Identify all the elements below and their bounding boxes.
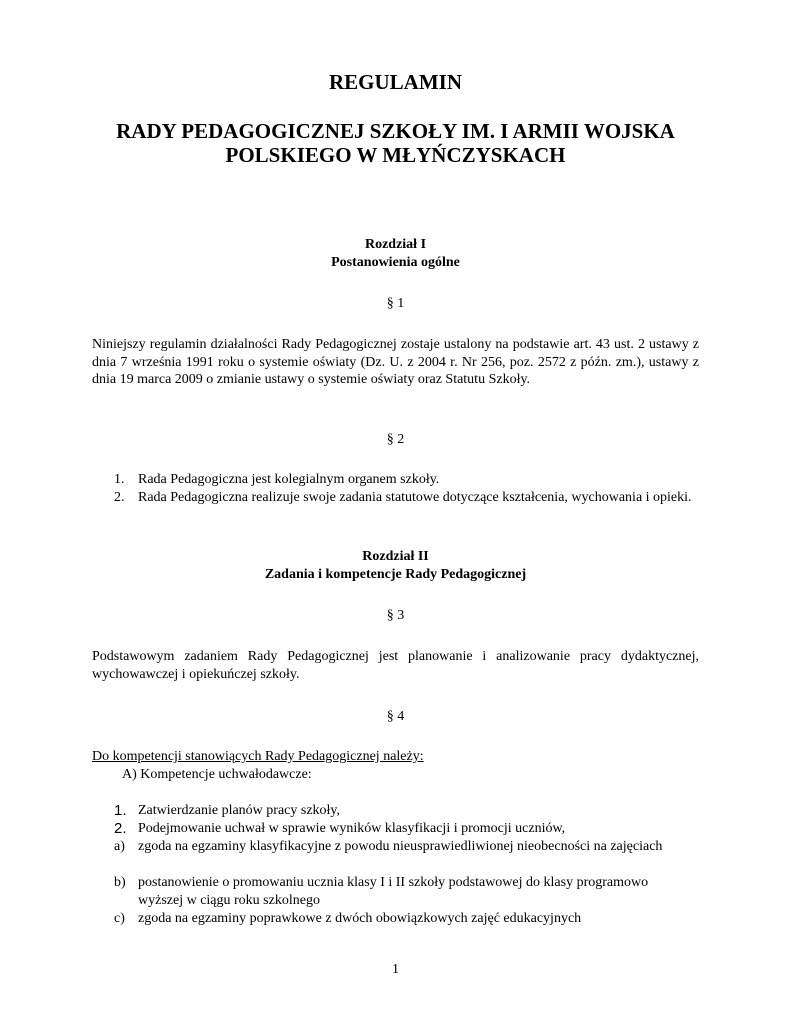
- document-title: REGULAMIN: [328, 70, 462, 94]
- section-3-paragraph: Podstawowym zadaniem Rady Pedagogicznej jest planowanie i analizowanie pracy dydaktycznej, wychowawczej i opiekuńczej szkoły.: [92, 649, 699, 682]
- list-item: [92, 820, 699, 838]
- page-number: 1: [392, 962, 399, 977]
- list-item-text: zgoda na egzaminy klasyfikacyjne z powodu nieusprawiedliwionej nieobecności na zajęciach: [138, 839, 663, 854]
- list-item: [92, 910, 699, 928]
- list-item: [92, 874, 699, 910]
- list-item-text-content: Rada Pedagogiczna realizuje swoje zadania statutowe dotyczące kształcenia, wychowania i opieki.: [138, 490, 692, 505]
- list-item-text: [138, 489, 699, 507]
- list-item-number: b): [114, 875, 126, 890]
- list-item: [92, 489, 699, 525]
- list-item-text: zgoda na egzaminy poprawkowe z dwóch obowiązkowych zajęć edukacyjnych: [138, 911, 582, 926]
- chapter-2-name: Zadania i kompetencje Rady Pedagogicznej: [264, 567, 527, 582]
- document-subtitle-line2: POLSKIEGO W MŁYŃCZYSKACH: [225, 143, 566, 167]
- chapter-2-label: Rozdział II: [362, 549, 429, 564]
- list-item-number: 2.: [114, 490, 125, 505]
- list-item-number: c): [114, 911, 125, 926]
- list-item-number: 2.: [114, 820, 127, 837]
- list-item: [92, 838, 699, 874]
- list-item-text: postanowienie o promowaniu ucznia klasy I i II szkoły podstawowej do klasy programowo wyższej w ciągu roku szkolnego: [138, 875, 649, 908]
- list-item-text: Zatwierdzanie planów pracy szkoły,: [138, 803, 341, 818]
- section-4-mark: § 4: [386, 709, 405, 724]
- list-item: [92, 471, 699, 489]
- chapter-1-label: Rozdział I: [364, 237, 427, 252]
- section-1-paragraph: Niniejszy regulamin działalności Rady Pedagogicznej zostaje ustalony na podstawie art. 43 ust. 2 ustawy z dnia 7 września 1991 roku o systemie oświaty (Dz. U. z 2004 r. Nr 256, poz. 2572 z późn. zm.), ustawy z dnia 19 marca 2009 o zmianie ustawy o systemie oświaty oraz Statutu Szkoły.: [92, 337, 699, 387]
- list-item-text: Podejmowanie uchwał w sprawie wyników klasyfikacji i promocji uczniów,: [138, 821, 566, 836]
- list-item-number: 1.: [114, 802, 127, 819]
- section-1-mark: § 1: [386, 296, 405, 311]
- section-2-mark: § 2: [386, 432, 405, 447]
- list-item-number: 1.: [114, 472, 125, 487]
- chapter-1-name: Postanowienia ogólne: [331, 255, 460, 270]
- section-3-mark: § 3: [386, 608, 405, 623]
- list-item-text: Rada Pedagogiczna jest kolegialnym organem szkoły.: [138, 472, 440, 487]
- list-item-number: a): [114, 839, 125, 854]
- list-item: [92, 802, 699, 820]
- document-subtitle-line1: RADY PEDAGOGICZNEJ SZKOŁY IM. I ARMII WOJSKA: [116, 119, 675, 143]
- section-4-intro: Do kompetencji stanowiących Rady Pedagogicznej należy:: [92, 749, 424, 764]
- subsection-a-label: A) Kompetencje uchwałodawcze:: [122, 767, 312, 782]
